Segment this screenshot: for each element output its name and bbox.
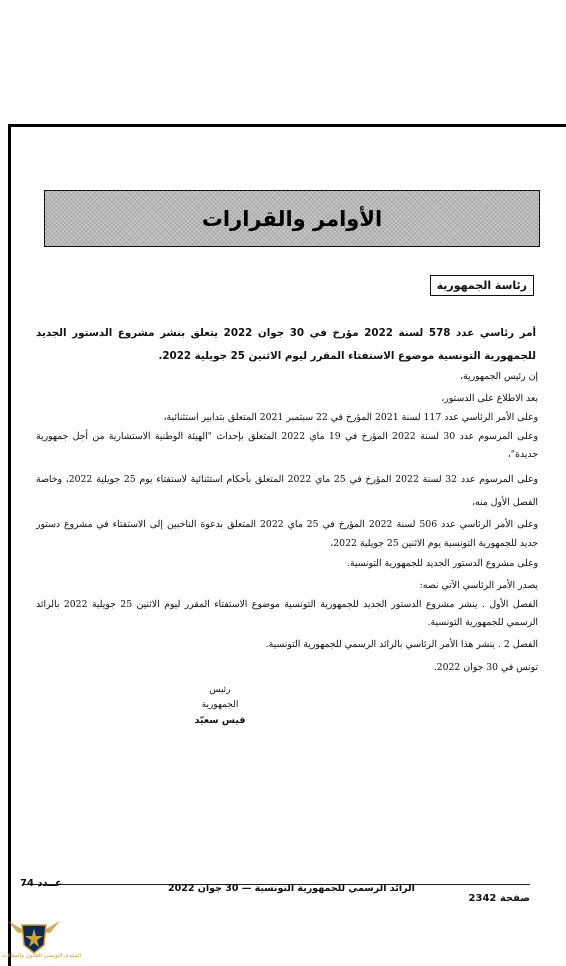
article-1: الفصل الأول . ينشر مشروع الدستور الجديد للجمهورية التونسية موضوع الاستفتاء المقرر ليوم الاثنين 25 جويلية 2022 بالرائد الرسمي للجمهورية التونسية. [36, 599, 538, 628]
paragraph-preamble: إن رئيس الجمهورية، [460, 371, 538, 382]
paragraph-decree-117: وعلى الأمر الرئاسي عدد 117 لسنة 2021 المؤرخ في 22 سبتمبر 2021 المتعلق بتدابير استثنائية، [163, 412, 538, 423]
watermark-text: المنتدى التونسي للقانون والمقالات [2, 953, 82, 959]
paragraph-issuance: يصدر الأمر الرئاسي الآتي نصه: [419, 580, 538, 591]
footer-issue-number: عــدد 74 [20, 878, 62, 889]
signature-block [190, 683, 250, 728]
section-label: رئاسة الجمهورية [436, 279, 527, 292]
paragraph-decree-506: وعلى الأمر الرئاسي عدد 506 لسنة 2022 المؤرخ في 25 ماي 2022 المتعلق بدعوة الناخبين إلى الاستفتاء في مشروع دستور جديد للجمهورية التونسية يوم الاثنين 25 جويلية 2022، [36, 519, 538, 549]
signature-name: قيس سعيّد [194, 715, 246, 726]
banner-title: الأوامر والقرارات [201, 206, 383, 231]
signature-title: رئيس الجمهورية [201, 685, 239, 710]
paragraph-constitution: بعد الاطلاع على الدستور، [441, 393, 538, 404]
date-place: تونس في 30 جوان 2022. [433, 662, 538, 673]
article-2: الفصل 2 . ينشر هذا الأمر الرئاسي بالرائد الرسمي للجمهورية التونسية. [265, 639, 538, 650]
paragraph-decree-32: وعلى المرسوم عدد 32 لسنة 2022 المؤرخ في 25 ماي 2022 المتعلق بأحكام استثنائية لاستفتاء يوم 25 جويلية 2022، وخاصة الفصل الأول منه، [36, 474, 539, 508]
section-banner [44, 190, 540, 247]
paragraph-draft-constitution: وعلى مشروع الدستور الجديد للجمهورية التونسية. [346, 558, 538, 569]
decree-title: أمر رئاسي عدد 578 لسنة 2022 مؤرخ في 30 جوان 2022 يتعلق بنشر مشروع الدستور الجديد للجمهورية التونسية موضوع الاستفتاء المقرر ليوم الاثنين 25 جويلية 2022. [36, 327, 536, 362]
decree-body [36, 368, 538, 677]
footer-page-number: صفحة 2342 [468, 893, 530, 904]
paragraph-decree-30: وعلى المرسوم عدد 30 لسنة 2022 المؤرخ في 19 ماي 2022 المتعلق بإحداث "الهيئة الوطنية الاستشارية من أجل جمهورية جديدة"، [36, 431, 538, 460]
section-label-box [430, 275, 534, 296]
footer-gazette-title: الرائد الرسمي للجمهورية التونسية — 30 جوان 2022 [168, 883, 415, 894]
